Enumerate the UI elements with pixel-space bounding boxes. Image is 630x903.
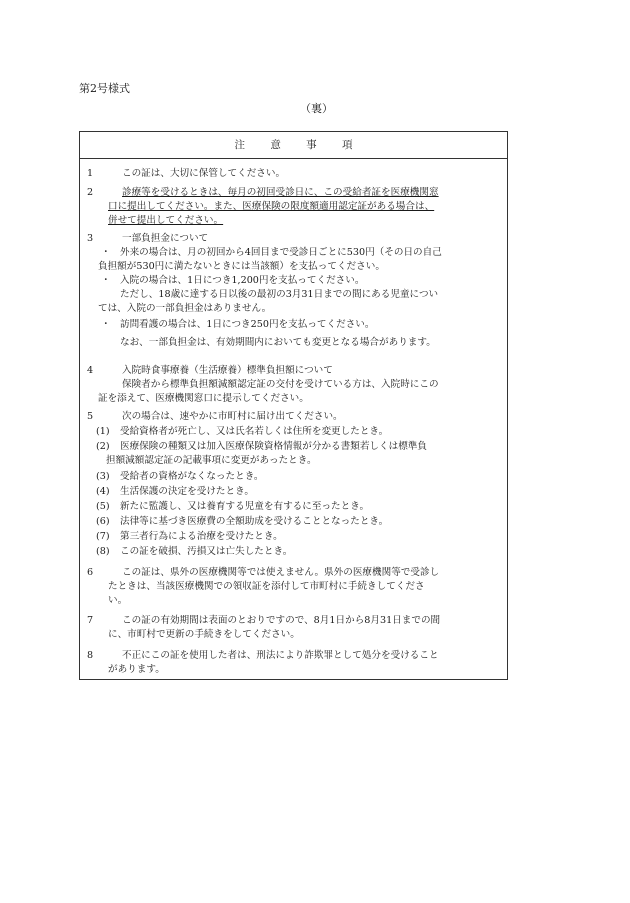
item-text-line: に、市町村で更新の手続きをしてください。 [108,628,300,640]
page-side-label: （裏） [300,102,333,115]
sub-item-label: (3) [96,471,110,482]
sub-item-text: この証を破損、汚損又は亡失したとき。 [120,546,293,557]
item-number: 8 [87,650,94,661]
bullet-text-line: 入院の場合は、1日につき1,200円を支払ってください。 [120,275,365,286]
notice-title: 注 意 事 項 [80,132,507,159]
sub-item-label: (8) [96,546,110,557]
item-text-line: この証の有効期間は表面のとおりですので、8月1日から8月31日までの間 [122,615,441,626]
item-number: 6 [87,567,94,578]
item-text-line: 保険者から標準負担額減額認定証の交付を受けている方は、入院時にこの [122,378,439,390]
bullet-mark: ・ [101,247,111,258]
item-number: 4 [87,365,94,376]
notice-items [80,159,507,679]
item-text-line: たときは、当該医療機関での領収証を添付して市町村に手続きしてくださ [108,580,425,592]
item-heading: 入院時食事療養（生活療養）標準負担額について [122,365,333,376]
sub-item-text: 生活保護の決定を受けたとき。 [120,486,254,497]
sub-item-text: 担額減額認定証の記載事項に変更があったとき。 [106,455,317,466]
sub-item-label: (7) [96,531,110,542]
sub-item-text: 受給資格者が死亡し、又は氏名若しくは住所を変更したとき。 [120,426,389,437]
item-text-line: この証は、県外の医療機関等では使えません。県外の医療機関等で受診し [122,567,440,578]
item-number: 7 [87,615,94,626]
item-text-line: 不正にこの証を使用した者は、刑法により詐欺罪として処分を受けること [122,650,439,661]
sub-item-label: (6) [96,516,110,527]
sub-item-text: 新たに監護し、又は養育する児童を有するに至ったとき。 [120,501,370,512]
form-number: 第2号様式 [79,82,130,95]
bullet-mark: ・ [101,275,111,286]
sub-item-label: (5) [96,501,110,512]
sub-item-text: 第三者行為による治療を受けたとき。 [120,531,283,542]
bullet-mark: ・ [101,319,111,330]
bullet-text-line: ては、入院の一部負担金はありません。 [98,303,272,314]
sub-item-text: 受給者の資格がなくなったとき。 [120,471,264,482]
bullet-text-line: 外来の場合は、月の初回から4回目まで受診日ごとに530円（その日の自己 [120,247,442,258]
item-number: 5 [87,411,94,422]
item-text-line: 証を添えて、医療機関窓口に提示してください。 [98,393,309,404]
item-text-line: 口に提出してください。また、医療保険の限度額適用認定証がある場合は、 [108,200,435,212]
item-number: 2 [87,187,94,198]
item-number: 3 [87,233,94,244]
item-heading: 次の場合は、速やかに市町村に届け出てください。 [122,411,343,422]
sub-item-label: (4) [96,486,110,497]
bullet-text-line: 負担額が530円に満たないときには当該額）を支払ってください。 [98,261,385,272]
sub-item-text: 医療保険の種類又は加入医療保険資格情報が分かる書類若しくは標準負 [120,441,427,452]
sub-item-label: (2) [96,441,110,452]
item-text: この証は、大切に保管してください。 [122,168,286,179]
item-text-line: 診療等を受けるときは、毎月の初回受診日に、この受給者証を医療機関窓 [122,187,439,198]
bullet-text-line: ただし、18歳に達する日以後の最初の3月31日までの間にある児童につい [120,288,439,300]
item-heading: 一部負担金について [122,233,209,244]
notice-box [79,131,508,680]
bullet-text-line: 訪問看護の場合は、1日につき250円を支払ってください。 [120,319,375,330]
item-text-line: い。 [108,594,128,606]
item-text-line: があります。 [108,663,165,675]
item-number: 1 [87,168,94,179]
sub-item-text: 法律等に基づき医療費の全額助成を受けることとなったとき。 [120,516,389,527]
item-text-line: 併せて提出してください。 [108,214,224,226]
bullet-text-line: なお、一部負担金は、有効期間内においても変更となる場合があります。 [120,336,436,348]
sub-item-label: (1) [96,426,110,437]
